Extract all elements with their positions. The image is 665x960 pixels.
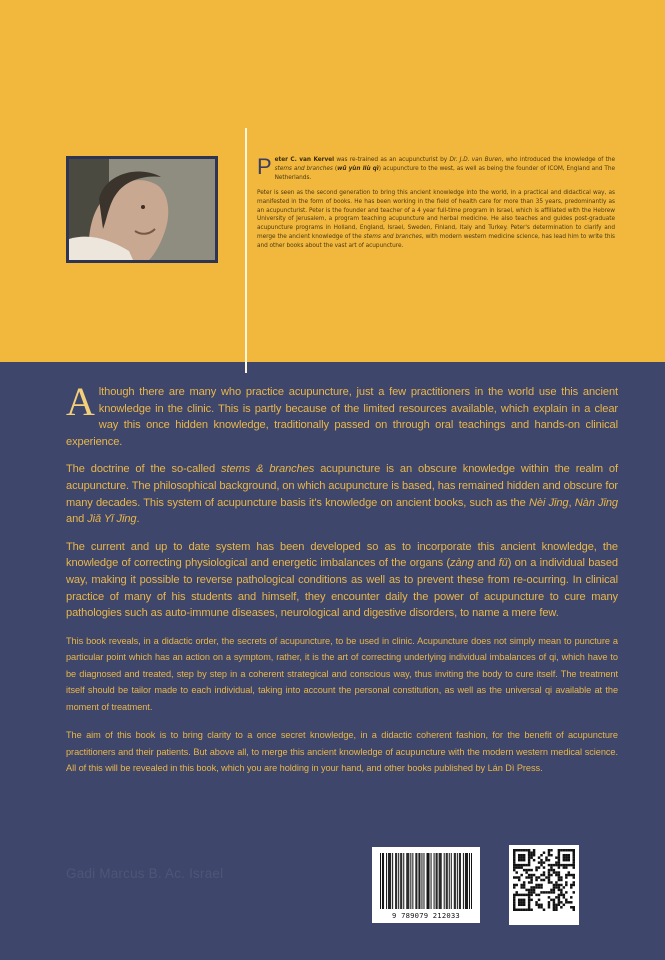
bio-term: stems and branches [363, 234, 422, 241]
blurb-paragraph [66, 461, 618, 527]
author-name: eter C. van Kervel [274, 157, 335, 163]
blurb-book: Nàn Jīng [574, 496, 618, 509]
blurb-text: lthough there are many who practice acupuncture, just a few practitioners in the world use this ancient knowledge in the clinic. This is partly because of the limited resources available, which explain in a clear way this once hidden knowledge, traditionally passed on through oral teachings and hands-on clinical experience. [66, 386, 618, 448]
blurb-paragraph [66, 379, 618, 450]
watermark: Gadi Marcus B. Ac. Israel [66, 866, 224, 881]
blurb-book: Nèi Jīng [528, 496, 569, 509]
isbn-barcode [372, 847, 480, 923]
author-bio [257, 156, 615, 257]
bio-dropcap: P [257, 154, 272, 179]
blurb-term: stems & branches [221, 463, 315, 476]
barcode-icon [380, 853, 472, 911]
bio-text: ( [332, 165, 338, 172]
bio-term: stems and branches [274, 165, 333, 172]
blurb-book: Jiǎ Yǐ Jīng [87, 513, 137, 526]
bio-text: ) acupuncture to the west, as well as being the founder of ICOM, England and The Netherlands. [274, 165, 615, 181]
bio-term: wǔ yùn liù qì [337, 165, 379, 172]
isbn-number: 9 789079 212033 [392, 911, 460, 920]
author-photo [66, 156, 218, 263]
bio-text: , who introduced the knowledge of the [501, 157, 615, 163]
blurb-text: ) on a individual based way, making it possible to reverse pathological conditions as well as to prevent these from re-ocurring. In clinical practice of many of his students and himself, they encounter daily the power of acupuncture to cure many pathologies such as auto-immune diseases, neurological and digestive disorders, to name a mere few. [66, 557, 618, 620]
blurb-text: and [66, 513, 88, 526]
bio-text: , with modern western medicine science, has lead him to write this and other books about the vast art of acupuncture. [257, 234, 615, 250]
qr-code [509, 845, 579, 925]
blurb-dropcap: A [66, 379, 95, 424]
blurb-text: The current and up to date system has been developed so as to incorporate this ancient knowledge, the knowledge of correcting physiological and energetic imbalances of the organs ( [66, 540, 618, 570]
blurb-paragraph [66, 727, 618, 777]
bio-teacher: Dr. J.D. van Buren [449, 157, 502, 163]
blurb-text: , [568, 496, 575, 509]
blurb-text: The aim of this book is to bring clarity to a once secret knowledge, in a didactic coherent fashion, for the benefit of acupuncture practitioners and their patients. But above all, to merge this ancient knowledge of acupuncture with the modern western medical science. All of this will be revealed in this book, which you are holding in your hand, and other books published by Lán Dì Press. [66, 730, 618, 774]
blurb-paragraph [66, 633, 618, 716]
bio-paragraph [257, 156, 615, 183]
blurb-term: zàng [450, 557, 474, 570]
blurb-text: This book reveals, in a didactic order, the secrets of acupuncture, to be used in clinic. Acupuncture does not simply mean to puncture a particular point which has an action on a symptom, rather, it is the art of correcting underlying individual imbalances of qi, which have to be diagnosed and treated, step by step in a coherent strategical and conscious way, thus inviting the body to cure itself. The treatment itself should be tailor made to each individual, taking into account the personal constitution, as well as the universal qi available at the moment of treatment. [66, 635, 618, 712]
vertical-divider [245, 128, 247, 373]
blurb-text: acupuncture is an obscure knowledge within the realm of acupuncture. The philosophical background, on which acupuncture is based, has remained hidden and obscure for many decades. This system of acupuncture basis it's knowledge on ancient books, such as the [66, 463, 618, 509]
blurb-term: fǔ [498, 557, 508, 570]
blurb-paragraph [66, 539, 618, 622]
qr-code-icon [513, 849, 575, 921]
bio-text: was re-trained as an acupuncturist by [334, 157, 450, 163]
blurb-text: . [136, 513, 140, 526]
blurb-text: and [473, 557, 499, 570]
blurb [66, 379, 618, 789]
bio-paragraph [257, 189, 615, 251]
blurb-text: The doctrine of the so-called [66, 463, 222, 476]
bio-text: Peter is seen as the second generation to bring this ancient knowledge into the world, in a practical and didactical way, as manifested in the form of books. He has been working in the field of health care for more than 35 years, predominantly as an acupuncturist. Peter is the founder and teacher of a 4 year full-time program in Israel, which is affiliated with the Hebrew University of Jerusalem, a program teaching acupuncture and herbal medicine. He also teaches and guides post-graduate acupuncture programs in Holland, England, Israel, Sweden, Finland, Italy and Turkey. Peter's determination to clarify and merge the ancient knowledge of the [257, 189, 615, 241]
